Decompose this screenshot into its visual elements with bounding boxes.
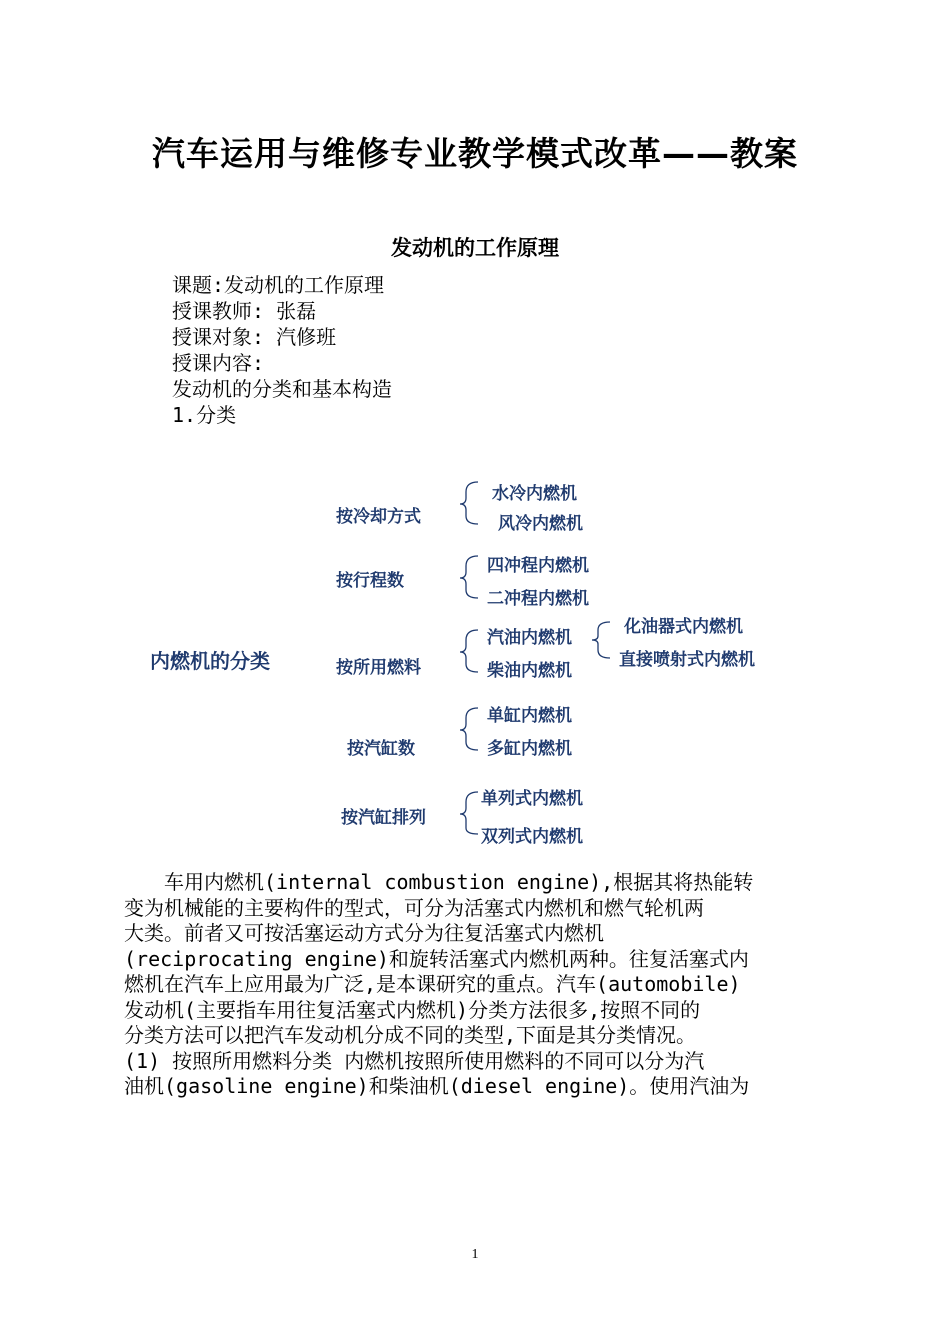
brace-fuel-gasoline: [592, 622, 610, 658]
body-paragraph: [124, 870, 836, 1100]
paragraph-line: 分类方法可以把汽车发动机分成不同的类型,下面是其分类情况。: [124, 1023, 697, 1047]
category-cylinders: 按汽缸数: [347, 739, 415, 759]
item-diesel: 柴油内燃机: [487, 661, 572, 681]
page-number: 1: [471, 1247, 479, 1262]
item-carburetor: 化油器式内燃机: [624, 617, 743, 637]
paragraph-line: 发动机(主要指车用往复活塞式内燃机)分类方法很多,按照不同的: [124, 997, 701, 1022]
item-water-cooled: 水冷内燃机: [492, 484, 577, 504]
item-two-stroke: 二冲程内燃机: [487, 589, 589, 609]
paragraph-line: 油机(gasoline engine)和柴油机(diesel engine)。使用汽油为: [124, 1074, 750, 1098]
category-stroke: 按行程数: [336, 571, 404, 591]
brace-arrangement: [460, 792, 478, 834]
category-fuel: 按所用燃料: [336, 658, 421, 678]
section-heading: 1.分类: [172, 403, 237, 427]
item-single-cylinder: 单缸内燃机: [487, 706, 572, 726]
tree-root: 内燃机的分类: [150, 649, 270, 673]
paragraph-line: 车用内燃机(internal combustion engine),根据其将热能转: [124, 870, 754, 894]
paragraph-line: 变为机械能的主要构件的型式，可分为活塞式内燃机和燃气轮机两: [124, 895, 704, 920]
paragraph-line: 燃机在汽车上应用最为广泛,是本课研究的重点。汽车(automobile): [124, 972, 741, 996]
lesson-teacher: 授课教师: 张磊: [172, 299, 317, 323]
category-cooling: 按冷却方式: [336, 507, 421, 527]
brace-cylinders: [460, 708, 478, 750]
lesson-subtitle: 发动机的工作原理: [391, 236, 559, 260]
brace-stroke: [460, 556, 478, 598]
brace-fuel: [460, 630, 478, 672]
item-inline: 单列式内燃机: [481, 789, 583, 809]
paragraph-line: (reciprocating engine)和旋转活塞式内燃机两种。往复活塞式内: [124, 946, 749, 971]
item-double-row: 双列式内燃机: [481, 827, 583, 847]
item-multi-cylinder: 多缸内燃机: [487, 739, 572, 759]
item-air-cooled: 风冷内燃机: [498, 514, 583, 534]
document-title: 汽车运用与维修专业教学模式改革——教案: [152, 134, 798, 173]
lesson-topic: 课题:发动机的工作原理: [172, 273, 385, 297]
category-arrangement: 按汽缸排列: [341, 808, 426, 828]
lesson-audience: 授课对象: 汽修班: [172, 325, 337, 349]
item-gasoline: 汽油内燃机: [487, 628, 572, 648]
lesson-content-topic: 发动机的分类和基本构造: [172, 377, 392, 401]
item-four-stroke: 四冲程内燃机: [487, 556, 589, 576]
paragraph-line: 大类。前者又可按活塞运动方式分为往复活塞式内燃机: [124, 921, 604, 945]
item-direct-injection: 直接喷射式内燃机: [619, 650, 755, 670]
brace-cooling: [460, 482, 478, 524]
lesson-content-label: 授课内容:: [172, 351, 265, 375]
paragraph-line: (1) 按照所用燃料分类 内燃机按照所使用燃料的不同可以分为汽: [124, 1048, 705, 1073]
